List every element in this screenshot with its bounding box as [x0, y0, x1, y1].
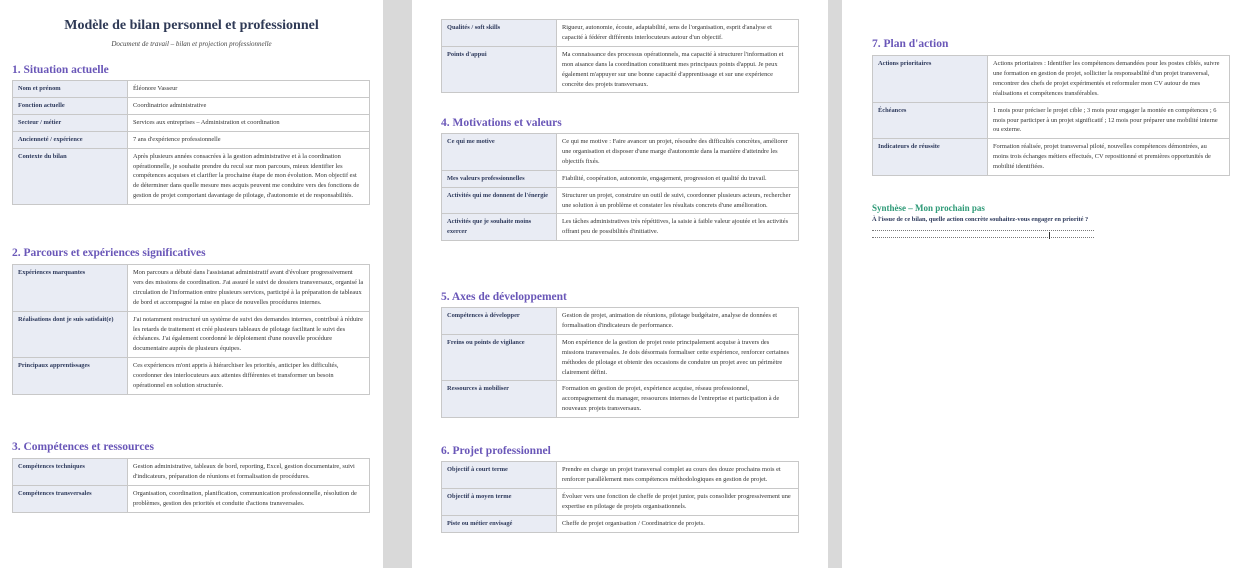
table-row: Réalisations dont je suis satisfait(e) J'ai notamment restructuré un système de suivi des demandes internes, contribué à réduire les retards de traitement et créé plusieurs tableaux de pilotage facilitant le suivi des échéances. J'ai également coordonné le déploiement d'une nouvelle procédure documentaire auprès de plusieurs équipes. — [13, 311, 370, 358]
table-row: Échéances 1 mois pour préciser le projet cible ; 3 mois pour engager la montée en compétences ; 6 mois pour participer à un projet significatif ; 12 mois pour préparer une mobilité interne ou externe. — [873, 102, 1230, 139]
table-row: Principaux apprentissages Ces expériences m'ont appris à hiérarchiser les priorités, anticiper les difficultés, coordonner des interlocuteurs aux attentes différentes et transformer un besoin opérationnel en solution structurée. — [13, 358, 370, 395]
editable-cell[interactable]: Formation en gestion de projet, expérience acquise, réseau professionnel, accompagnement du manager, ressources internes de l'entreprise et participation à de nouveaux projets transversaux. — [557, 381, 799, 418]
table-row: Objectif à moyen terme Évoluer vers une fonction de cheffe de projet junior, puis consolider progressivement une expertise en pilotage de projets organisationnels. — [442, 488, 799, 515]
table-plan-action — [872, 55, 1230, 176]
table-row: Contexte du bilan Après plusieurs années consacrées à la gestion administrative et à la coordination opérationnelle, je souhaite prendre du recul sur mon parcours, mieux identifier les compétences acquises et clarifier la prochaine étape de mon évolution. Mon objectif est de déterminer dans quelle mesure mes acquis peuvent me conduire vers des fonctions de gestion de projet comportant davantage de pilotage, d'autonomie et de responsabilités. — [13, 148, 370, 205]
table-row: Compétences techniques Gestion administrative, tableaux de bord, reporting, Excel, gestion documentaire, suivi d'indicateurs, préparation de réunions et formalisation de procédures. — [13, 459, 370, 486]
editable-cell[interactable]: 7 ans d'expérience professionnelle — [128, 131, 370, 148]
table-competences-continued — [441, 19, 799, 93]
table-parcours — [12, 264, 370, 395]
table-row: Mes valeurs professionnelles Fiabilité, coopération, autonomie, engagement, progression et qualité du travail. — [442, 170, 799, 187]
editable-cell[interactable]: Mon parcours a débuté dans l'assistanat administratif avant d'évoluer progressivement vers des missions de coordination. J'ai assuré le suivi de dossiers transversaux, organisé la circulation de l'information entre plusieurs services, participé à la préparation de tableaux de bord et accompagné la mise en place de nouvelles procédures internes. — [128, 265, 370, 312]
section-title-developpement: 5. Axes de développement — [441, 291, 567, 303]
document-title: Modèle de bilan personnel et professionnel — [64, 18, 319, 33]
editable-cell[interactable]: Ce qui me motive : Faire avancer un projet, résoudre des difficultés concrètes, améliorer une organisation et disposer d'une marge d'autonomie dans la manière d'atteindre les objectifs fixés. — [557, 134, 799, 171]
table-row: Compétences à développer Gestion de projet, animation de réunions, pilotage budgétaire, analyse de données et formalisation d'indicateurs de performance. — [442, 308, 799, 335]
table-row: Actions prioritaires Actions prioritaires : Identifier les compétences demandées pour les postes ciblés, suivre une formation en gestion de projet, solliciter la responsabilité d'un projet transversal, rencontrer des chefs de projet expérimentés et reformuler mon CV autour de mes réalisations et compétences transférables. — [873, 56, 1230, 103]
editable-cell[interactable]: Après plusieurs années consacrées à la gestion administrative et à la coordination opérationnelle, je souhaite prendre du recul sur mon parcours, mieux identifier les compétences acquises et clarifier la prochaine étape de mon évolution. Mon objectif est de déterminer dans quelle mesure mes acquis peuvent me conduire vers des fonctions de gestion de projet comportant davantage de pilotage, d'autonomie et de responsabilités. — [128, 148, 370, 205]
section-title-situation: 1. Situation actuelle — [12, 64, 109, 76]
section-title-projet: 6. Projet professionnel — [441, 445, 551, 457]
section-title-motivations: 4. Motivations et valeurs — [441, 117, 562, 129]
editable-cell[interactable]: Ces expériences m'ont appris à hiérarchiser les priorités, anticiper les difficultés, coordonner des interlocuteurs aux attentes différentes et transformer un besoin opérationnel en solution structurée. — [128, 358, 370, 395]
table-row: Ce qui me motive Ce qui me motive : Faire avancer un projet, résoudre des difficultés concrètes, améliorer une organisation et disposer d'une marge d'autonomie dans la manière d'atteindre les objectifs fixés. — [442, 134, 799, 171]
table-situation — [12, 80, 370, 205]
page-3 — [842, 0, 1241, 568]
table-row: Indicateurs de réussite Formation réalisée, projet transversal piloté, nouvelles compétences démontrées, au moins trois échanges métiers effectués, CV repositionné et premières opportunités de mobilité identifiées. — [873, 139, 1230, 176]
editable-cell[interactable]: Actions prioritaires : Identifier les compétences demandées pour les postes ciblés, suivre une formation en gestion de projet, solliciter la responsabilité d'un projet transversal, rencontrer des chefs de projet expérimentés et reformuler mon CV autour de mes réalisations et compétences transférables. — [988, 56, 1230, 103]
editable-cell[interactable]: Évoluer vers une fonction de cheffe de projet junior, puis consolider progressivement une expertise en pilotage de projets organisationnels. — [557, 488, 799, 515]
section-title-plan-action: 7. Plan d'action — [872, 38, 949, 50]
page-2 — [412, 0, 828, 568]
table-row: Freins ou points de vigilance Mon expérience de la gestion de projet reste principalement acquise à travers des missions transversales. Je dois désormais formaliser cette expérience, renforcer certaines méthodes de pilotage et obtenir des occasions de conduire un projet avec un périmètre clairement défini. — [442, 334, 799, 381]
editable-cell[interactable]: Ma connaissance des processus opérationnels, ma capacité à structurer l'information et mon aisance dans la coordination constituent mes principaux points d'appui. Je peux également m'appuyer sur une bonne capacité d'apprentissage et sur une expérience concrète des projets transversaux. — [557, 46, 799, 93]
table-row: Fonction actuelle Coordinatrice administrative — [13, 97, 370, 114]
table-row: Compétences transversales Organisation, coordination, planification, communication professionnelle, résolution de problèmes, gestion des priorités et conduite d'actions transversales. — [13, 485, 370, 512]
table-row: Points d'appui Ma connaissance des processus opérationnels, ma capacité à structurer l'information et mon aisance dans la coordination constituent mes principaux points d'appui. Je peux également m'appuyer sur une bonne capacité d'apprentissage et sur une expérience concrète des projets transversaux. — [442, 46, 799, 93]
table-row: Activités que je souhaite moins exercer Les tâches administratives très répétitives, la saisie à faible valeur ajoutée et les activités offrant peu de possibilités d'initiative. — [442, 214, 799, 241]
answer-line-1[interactable] — [872, 230, 1094, 231]
synthesis-question: À l'issue de ce bilan, quelle action concrète souhaitez-vous engager en priorité ? — [872, 216, 1089, 223]
editable-cell[interactable]: Organisation, coordination, planification, communication professionnelle, résolution de problèmes, gestion des priorités et conduite d'actions transversales. — [128, 485, 370, 512]
editable-cell[interactable]: Formation réalisée, projet transversal piloté, nouvelles compétences démontrées, au moins trois échanges métiers effectués, CV repositionné et premières opportunités de mobilité identifiées. — [988, 139, 1230, 176]
editable-cell[interactable]: Coordinatrice administrative — [128, 97, 370, 114]
editable-cell[interactable]: Cheffe de projet organisation / Coordinatrice de projets. — [557, 515, 799, 532]
editable-cell[interactable]: Services aux entreprises – Administration et coordination — [128, 114, 370, 131]
table-row: Expériences marquantes Mon parcours a débuté dans l'assistanat administratif avant d'évoluer progressivement vers des missions de coordination. J'ai assuré le suivi de dossiers transversaux, organisé la circulation de l'information entre plusieurs services, participé à la préparation de tableaux de bord et accompagné la mise en place de nouvelles procédures internes. — [13, 265, 370, 312]
editable-cell[interactable]: Mon expérience de la gestion de projet reste principalement acquise à travers des missions transversales. Je dois désormais formaliser cette expérience, renforcer certaines méthodes de pilotage et obtenir des occasions de conduire un projet avec un périmètre clairement défini. — [557, 334, 799, 381]
table-competences — [12, 458, 370, 513]
answer-line-2[interactable] — [872, 237, 1094, 238]
editable-cell[interactable]: Éléonore Vasseur — [128, 81, 370, 98]
editable-cell[interactable]: Fiabilité, coopération, autonomie, engagement, progression et qualité du travail. — [557, 170, 799, 187]
table-projet — [441, 461, 799, 533]
section-title-parcours: 2. Parcours et expériences significatives — [12, 247, 206, 259]
table-row: Secteur / métier Services aux entreprises – Administration et coordination — [13, 114, 370, 131]
table-row: Nom et prénom Éléonore Vasseur — [13, 81, 370, 98]
editable-cell[interactable]: Gestion de projet, animation de réunions, pilotage budgétaire, analyse de données et formalisation d'indicateurs de performance. — [557, 308, 799, 335]
editable-cell[interactable]: Les tâches administratives très répétitives, la saisie à faible valeur ajoutée et les activités offrant peu de possibilités d'initiative. — [557, 214, 799, 241]
editable-cell[interactable]: Prendre en charge un projet transversal complet au cours des douze prochains mois et renforcer parallèlement mes compétences méthodologiques en gestion de projet. — [557, 462, 799, 489]
table-row: Activités qui me donnent de l'énergie Structurer un projet, construire un outil de suivi, coordonner plusieurs acteurs, rechercher une solution à un problème et constater les résultats concrets d'une amélioration. — [442, 187, 799, 214]
editable-cell[interactable]: Gestion administrative, tableaux de bord, reporting, Excel, gestion documentaire, suivi d'indicateurs, préparation de réunions et formalisation de procédures. — [128, 459, 370, 486]
table-row: Qualités / soft skills Rigueur, autonomie, écoute, adaptabilité, sens de l'organisation, esprit d'analyse et capacité à fédérer différents interlocuteurs autour d'un objectif. — [442, 20, 799, 47]
table-row: Ressources à mobiliser Formation en gestion de projet, expérience acquise, réseau professionnel, accompagnement du manager, ressources internes de l'entreprise et participation à de nouveaux projets transversaux. — [442, 381, 799, 418]
synthesis-title: Synthèse – Mon prochain pas — [872, 203, 985, 213]
editable-cell[interactable]: Rigueur, autonomie, écoute, adaptabilité, sens de l'organisation, esprit d'analyse et capacité à fédérer différents interlocuteurs autour d'un objectif. — [557, 20, 799, 47]
table-row: Ancienneté / expérience 7 ans d'expérience professionnelle — [13, 131, 370, 148]
editable-cell[interactable]: J'ai notamment restructuré un système de suivi des demandes internes, contribué à réduire les retards de traitement et créé plusieurs tableaux de pilotage facilitant le suivi des échéances. J'ai également coordonné le déploiement d'une nouvelle procédure documentaire auprès de plusieurs équipes. — [128, 311, 370, 358]
text-cursor — [1049, 232, 1050, 239]
editable-cell[interactable]: 1 mois pour préciser le projet cible ; 3 mois pour engager la montée en compétences ; 6 mois pour participer à un projet significatif ; 12 mois pour préparer une mobilité interne ou externe. — [988, 102, 1230, 139]
section-title-competences: 3. Compétences et ressources — [12, 441, 155, 453]
table-row: Objectif à court terme Prendre en charge un projet transversal complet au cours des douze prochains mois et renforcer parallèlement mes compétences méthodologiques en gestion de projet. — [442, 462, 799, 489]
document-subtitle: Document de travail – bilan et projection professionnelle — [111, 40, 272, 48]
table-developpement — [441, 307, 799, 418]
table-row: Piste ou métier envisagé Cheffe de projet organisation / Coordinatrice de projets. — [442, 515, 799, 532]
editable-cell[interactable]: Structurer un projet, construire un outil de suivi, coordonner plusieurs acteurs, rechercher une solution à un problème et constater les résultats concrets d'une amélioration. — [557, 187, 799, 214]
table-motivations — [441, 133, 799, 241]
page-1 — [0, 0, 383, 568]
